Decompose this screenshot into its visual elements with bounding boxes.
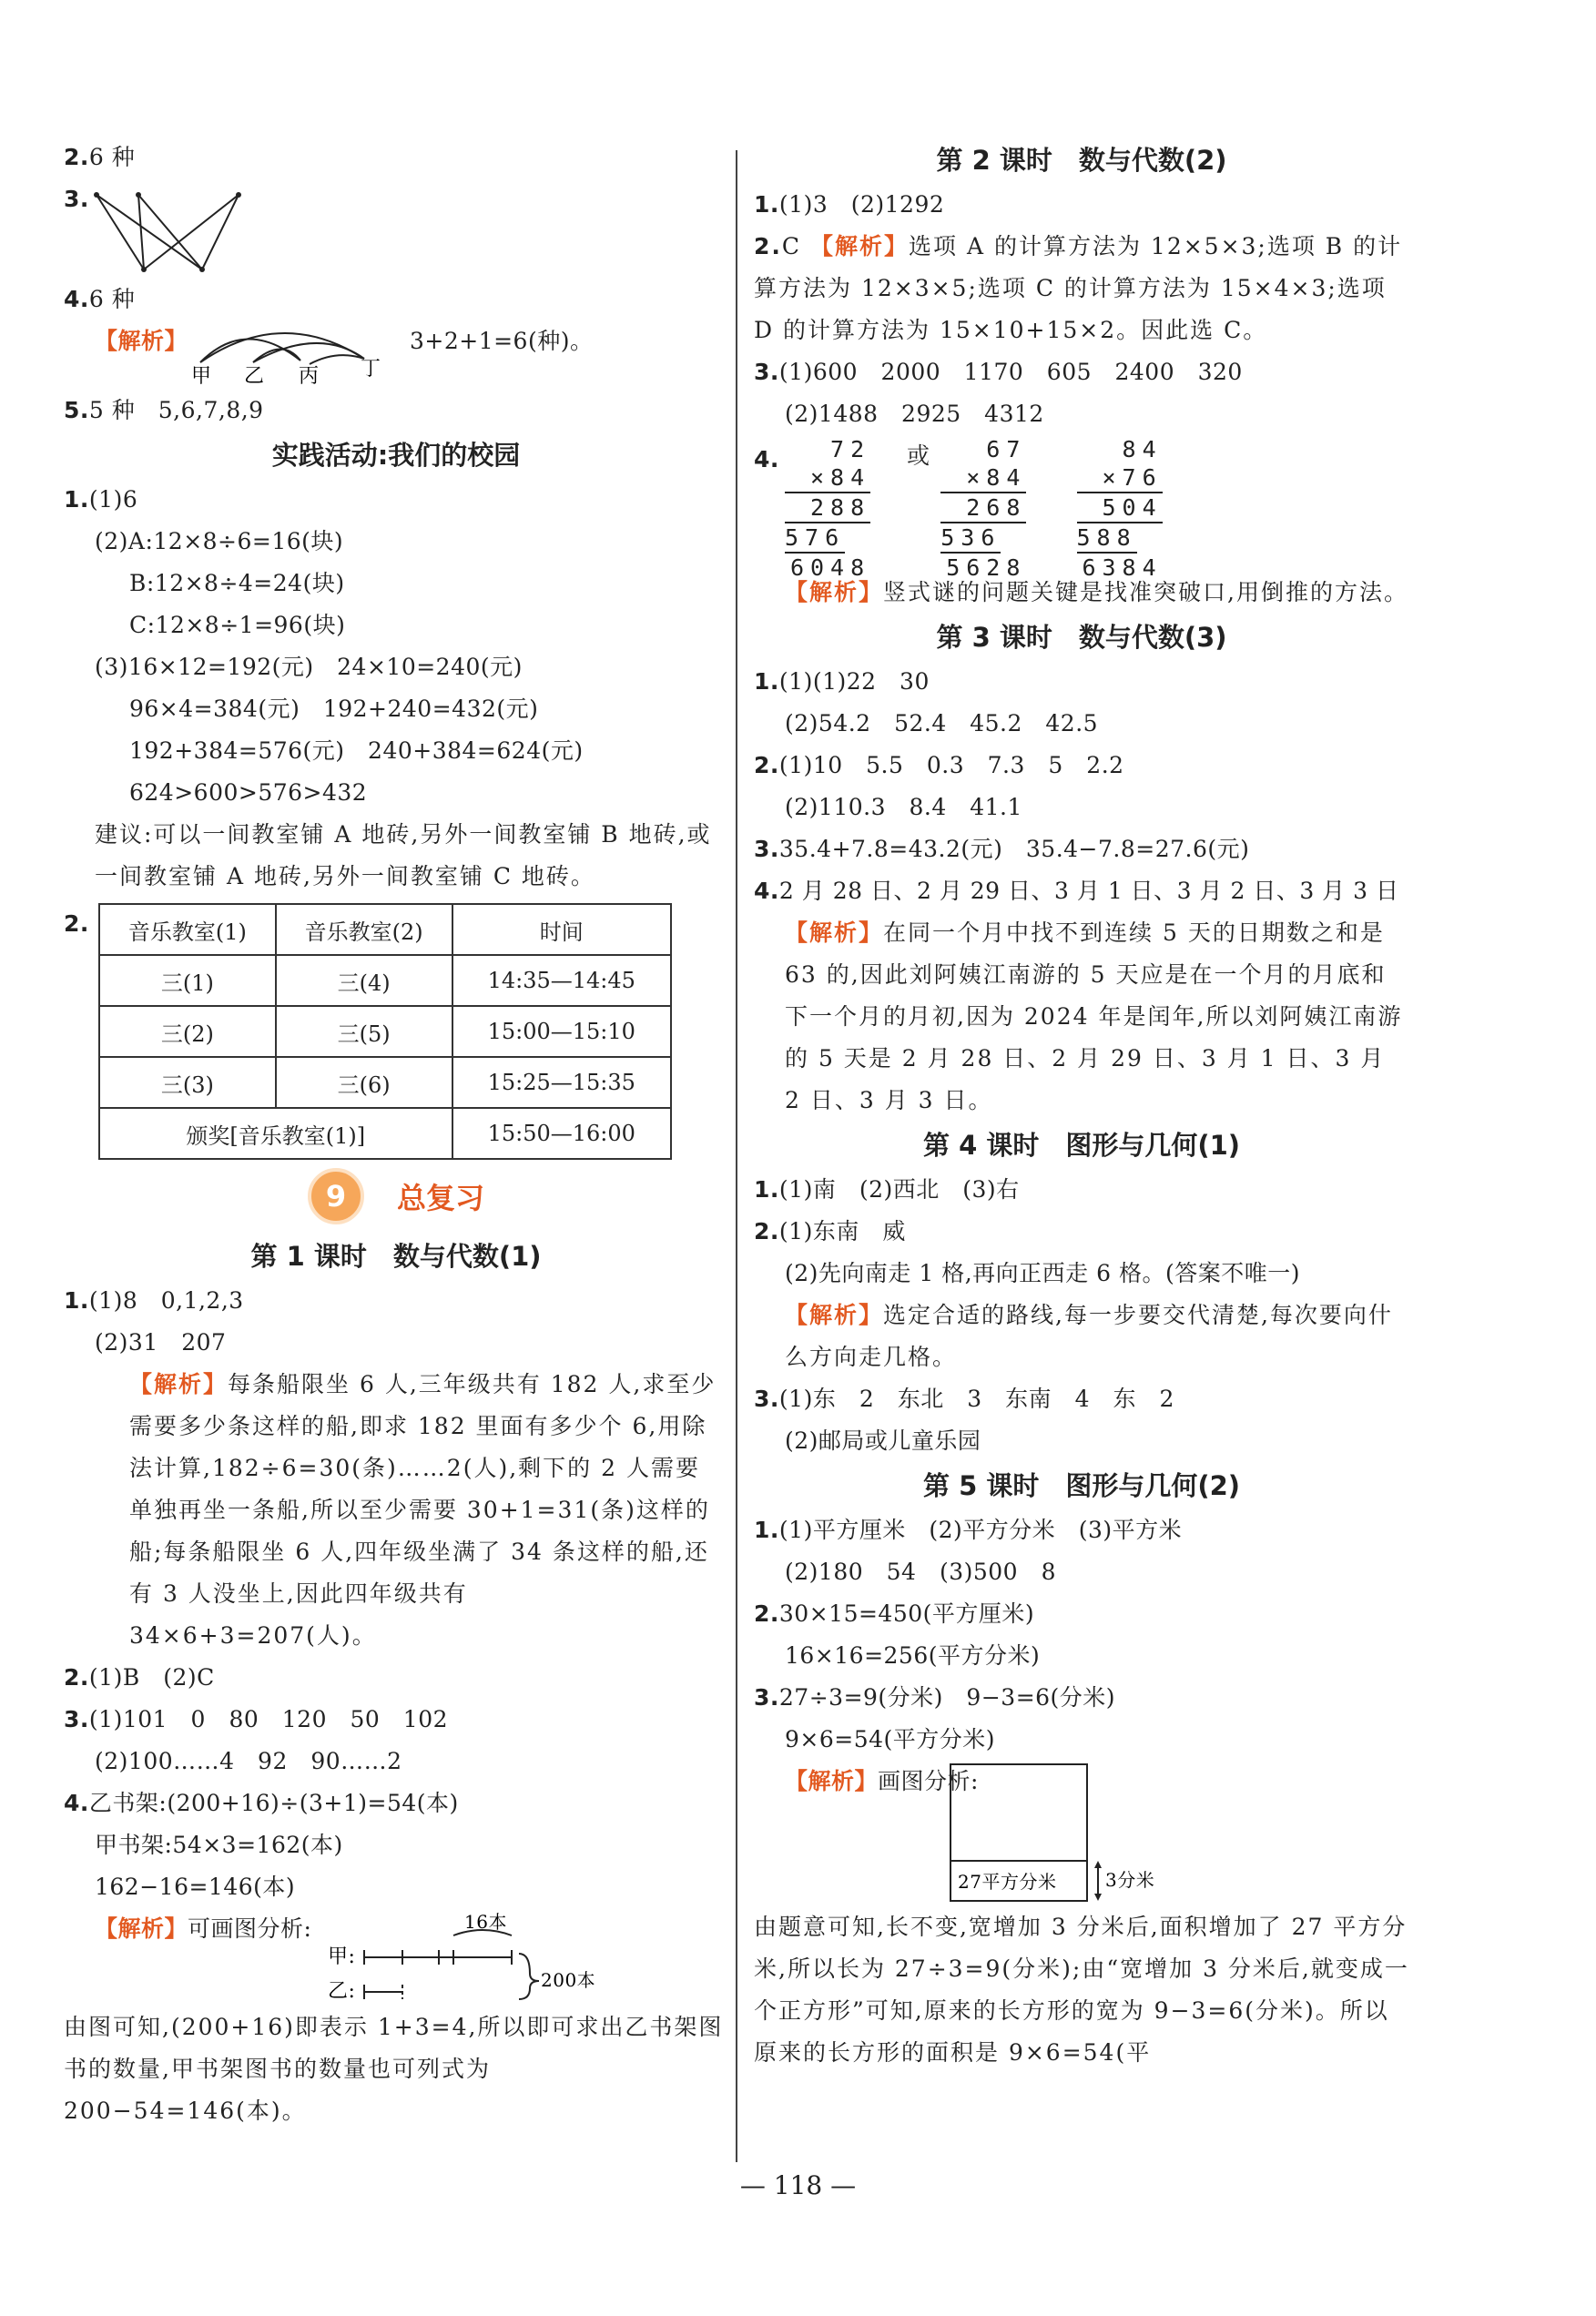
lesson2-q1: 1.(1)3 (2)1292 (754, 191, 945, 218)
lesson5-q2-b: 16×16=256(平方分米) (785, 1642, 1041, 1669)
table-cell: 15:50—16:00 (452, 1108, 672, 1159)
practice-q1-e: (3)16×12=192(元) 24×10=240(元) (95, 654, 523, 680)
practice-q1: 1.(1)6 (64, 486, 138, 513)
table-header: 音乐教室(1) (99, 904, 276, 955)
practice-q1-h: 624>600>576>432 (129, 779, 368, 806)
practice-q1-c: B:12×8÷4=24(块) (129, 570, 345, 596)
lesson2-q2: 2.C 【解析】选项 A 的计算方法为 12×5×3;选项 B 的计算方法为 12×3×5;选项 C 的计算方法为 15×4×3;选项 D 的计算方法为 15×10+15×2。因此选 C。 (754, 233, 1403, 343)
answer-5: 5.5 种 5,6,7,8,9 (64, 397, 264, 423)
lesson2-q3: 3.(1)600 2000 1170 605 2400 320 (754, 359, 1243, 385)
table-cell: 三(6) (276, 1057, 452, 1108)
table-header: 时间 (452, 904, 672, 955)
practice-title: 实践活动:我们的校园 (271, 440, 521, 471)
lesson1-q4-c: 162−16=146(本) (95, 1874, 296, 1900)
lesson1-q4-explanation: 由图可知,(200+16)即表示 1+3=4,所以即可求出乙书架图书的数量,甲书架图书的数量也可列式为 200−54=146(本)。 (64, 2014, 724, 2124)
lesson1-q1-b: (2)31 207 (95, 1329, 227, 1356)
lesson1-q4-b: 甲书架:54×3=162(本) (95, 1832, 343, 1858)
practice-q1-f: 96×4=384(元) 192+240=432(元) (129, 696, 539, 722)
lesson4-q2: 2.(1)东南 威 (754, 1218, 906, 1244)
lesson-1-title: 第 1 课时 数与代数(1) (250, 1241, 542, 1272)
schedule-table (98, 903, 672, 1160)
bookshelf-diagram (291, 1908, 596, 2006)
lesson3-q4: 4.2 月 28 日、2 月 29 日、3 月 1 日、3 月 2 日、3 月 3 日 (754, 878, 1399, 904)
table-cell: 颁奖[音乐教室(1)] (99, 1108, 452, 1159)
lesson1-q3-b: (2)100……4 92 90……2 (95, 1748, 402, 1774)
lesson4-q3-b: (2)邮局或儿童乐园 (785, 1427, 981, 1454)
lesson5-q3-explanation: 由题意可知,长不变,宽增加 3 分米后,面积增加了 27 平方分米,所以长为 27÷3=9(分米);由“宽增加 3 分米后,就变成一个正方形”可知,原来的长方形的宽为 9−3=6(分米)。所以原来的长方形的面积是 9×6=54(平 (754, 1914, 1409, 2066)
rectangle-diagram (945, 1761, 1218, 1906)
lesson3-q2-b: (2)110.3 8.4 41.1 (785, 794, 1022, 820)
label-jia: 甲 (191, 365, 212, 388)
answer-4: 4.6 种 (64, 286, 136, 312)
lesson-2-title: 第 2 课时 数与代数(2) (936, 145, 1227, 176)
lesson-4-title: 第 4 课时 图形与几何(1) (922, 1130, 1241, 1161)
table-cell: 三(5) (276, 1006, 452, 1057)
lesson1-q1-analysis: 【解析】每条船限坐 6 人,三年级共有 182 人,求至少需要多少条这样的船,即求 182 里面有多少个 6,用除法计算,182÷6=30(条)……2(人),剩下的 2 人需要单独再坐一条船,所以至少需要 30+1=31(条)这样的船;每条船限坐 6 人,四年级坐满了 34 条这样的船,还有 3 人没坐上,因此四年级共有 34×6+3=207(人)。 (129, 1371, 717, 1649)
answer-3: 3. (64, 178, 728, 279)
answer-2: 2.6 种 (64, 144, 136, 170)
lesson1-q3: 3.(1)101 0 80 120 50 102 (64, 1706, 448, 1732)
table-cell: 三(1) (99, 955, 276, 1006)
lesson5-q2: 2.30×15=450(平方厘米) (754, 1600, 1035, 1627)
lesson4-q2-b: (2)先向南走 1 格,再向正西走 6 格。(答案不唯一) (785, 1260, 1300, 1286)
practice-q1-g: 192+384=576(元) 240+384=624(元) (129, 737, 584, 764)
arc-diagram (182, 317, 419, 386)
table-cell: 三(3) (99, 1057, 276, 1108)
table-header: 音乐教室(2) (276, 904, 452, 955)
column-divider (736, 150, 737, 2162)
unit-title: 总复习 (396, 1181, 484, 1215)
left-column (64, 137, 728, 2132)
lesson3-q3: 3.35.4+7.8=43.2(元) 35.4−7.8=27.6(元) (754, 836, 1250, 862)
or-label: 或 (907, 442, 930, 469)
label-16: 16本 (464, 1911, 507, 1933)
lesson3-q1: 1.(1)(1)22 30 (754, 668, 930, 695)
lesson4-q1: 1.(1)南 (2)西北 (3)右 (754, 1176, 1020, 1203)
label-bing: 丙 (299, 365, 320, 388)
lesson5-q3-analysis: 【解析】画图分析: 27平方分米 3分米 (754, 1761, 1409, 1906)
page-number: — 118 — (739, 2170, 857, 2200)
lesson2-q3-b: (2)1488 2925 4312 (785, 401, 1044, 427)
practice-q1-d: C:12×8÷1=96(块) (129, 612, 346, 638)
label-ding: 丁 (361, 358, 381, 381)
combination-formula: 3+2+1=6(种)。 (410, 328, 594, 354)
practice-q1-b: (2)A:12×8÷6=16(块) (95, 528, 344, 554)
lesson-3-title: 第 3 课时 数与代数(3) (936, 622, 1227, 653)
table-cell: 15:25—15:35 (452, 1057, 672, 1108)
lesson2-q4-analysis: 【解析】竖式谜的问题关键是找准突破口,用倒推的方法。 (785, 579, 1408, 605)
unit-header (64, 1160, 728, 1233)
lesson1-q2: 2.(1)B (2)C (64, 1664, 215, 1691)
lesson1-q1: 1.(1)8 0,1,2,3 (64, 1287, 244, 1314)
lesson5-q3: 3.27÷3=9(分米) 9−3=6(分米) (754, 1684, 1116, 1711)
lesson4-q3: 3.(1)东 2 东北 3 东南 4 东 2 (754, 1386, 1174, 1412)
right-column (754, 137, 1409, 2074)
practice-suggestion: 建议:可以一间教室铺 A 地砖,另外一间教室铺 B 地砖,或一间教室铺 A 地砖,另外一间教室铺 C 地砖。 (95, 821, 712, 889)
table-cell: 14:35—14:45 (452, 955, 672, 1006)
lesson5-q1-b: (2)180 54 (3)500 8 (785, 1559, 1056, 1585)
label-jia-shelf: 甲: (328, 1945, 356, 1968)
practice-q2: 2. 音乐教室(1) 音乐教室(2) 时间 三(1) 三(4) 14:35—14:45 三(2) 三(5) 15:00—15:10 三(3) 三(6) 15:25—15:35 颁奖[音乐教室(1)] 15:50—16:00 (64, 903, 728, 1160)
multiplication-1: 72 ×84 288 576 6048 (785, 436, 871, 581)
label-yi-shelf: 乙: (328, 1980, 356, 2003)
table-cell: 三(4) (276, 955, 452, 1006)
table-cell: 15:00—15:10 (452, 1006, 672, 1057)
lesson4-q2-analysis: 【解析】选定合适的路线,每一步要交代清楚,每次要向什么方向走几格。 (785, 1302, 1393, 1370)
answer-4-analysis: 【解析】 甲 乙 丙 丁 3+2+1=6(种)。 (64, 320, 728, 390)
label-200: 200本 (541, 1969, 596, 1991)
multiplication-3: 84 ×76 504 588 6384 (1076, 436, 1163, 581)
lesson5-q1: 1.(1)平方厘米 (2)平方分米 (3)平方米 (754, 1517, 1183, 1543)
lesson1-q4: 4.乙书架:(200+16)÷(3+1)=54(本) (64, 1790, 459, 1816)
label-27: 27平方分米 (958, 1871, 1057, 1893)
lesson3-q2: 2.(1)10 5.5 0.3 7.3 5 2.2 (754, 752, 1124, 778)
label-3: 3分米 (1105, 1869, 1155, 1891)
lesson3-q1-b: (2)54.2 52.4 45.2 42.5 (785, 710, 1099, 736)
lesson1-q4-analysis: 【解析】可画图分析: 16本 甲: 乙: 200本 (64, 1908, 728, 2006)
table-cell: 三(2) (99, 1006, 276, 1057)
lesson5-q3-b: 9×6=54(平方分米) (785, 1726, 996, 1752)
multiplication-2: 67 ×84 268 536 5628 (940, 436, 1027, 581)
lesson-5-title: 第 5 课时 图形与几何(2) (922, 1470, 1241, 1501)
label-yi: 乙 (244, 365, 265, 388)
unit-number-badge: 9 (308, 1168, 364, 1224)
lesson3-q4-analysis: 【解析】在同一个月中找不到连续 5 天的日期数之和是 63 的,因此刘阿姨江南游的 5 天应是在一个月的月底和下一个月的月初,因为 2024 年是闰年,所以刘阿姨江南游的 5 天是 2 月 28 日、2 月 29 日、3 月 1 日、3 月 2 日、3 月 3 日。 (785, 919, 1403, 1113)
connection-diagram (93, 186, 257, 286)
lesson2-q4: 4. 72 ×84 288 576 6048 或 67 ×84 268 536 5628 84 ×76 504 588 6384 (754, 436, 1163, 581)
